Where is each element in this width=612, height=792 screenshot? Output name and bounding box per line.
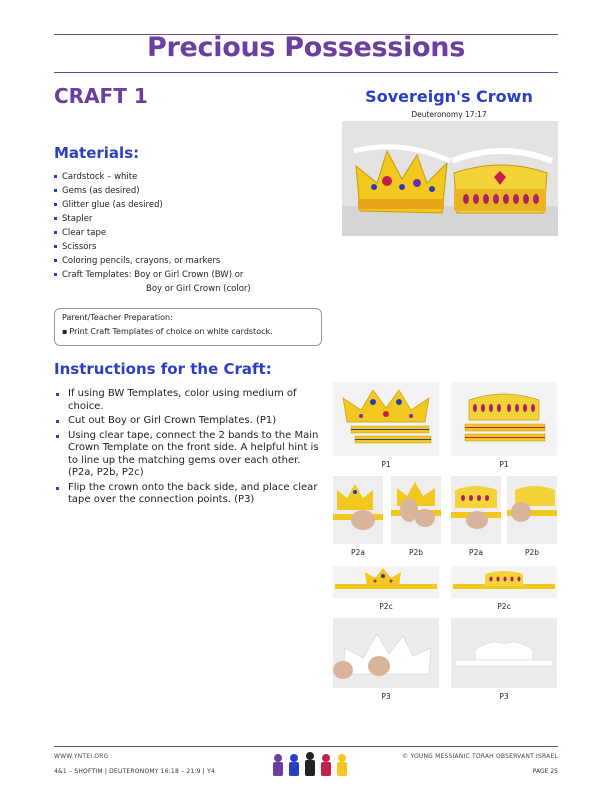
list-item: Stapler <box>54 212 251 226</box>
footer-logo <box>270 748 350 780</box>
step-photo-p2a-girl <box>451 476 501 544</box>
list-item: Clear tape <box>54 226 251 240</box>
list-item: Gems (as desired) <box>54 184 251 198</box>
materials-list <box>54 170 251 296</box>
instructions-heading: Instructions for the Craft: <box>54 360 272 378</box>
footer-page-number: PAGE 25 <box>532 768 558 775</box>
list-item: Craft Templates: Boy or Girl Crown (BW) or <box>54 268 251 282</box>
caption-p1: P1 <box>499 460 509 469</box>
list-item: Boy or Girl Crown (color) <box>146 284 251 294</box>
craft-heading: CRAFT 1 <box>54 84 148 108</box>
instructions-list <box>54 388 322 509</box>
footer-lesson-info: 4&1 – SHOFTIM | DEUTERONOMY 16:18 – 21:9 | Y4 <box>54 768 215 775</box>
instruction-step: Flip the crown onto the back side, and place clear tape over the connection points. (P3) <box>54 482 322 507</box>
list-item: Coloring pencils, crayons, or markers <box>54 254 251 268</box>
step-photo-p1-boy <box>333 382 439 456</box>
list-item: Glitter glue (as desired) <box>54 198 251 212</box>
materials-heading: Materials: <box>54 144 140 162</box>
caption-p2c: P2c <box>379 602 393 611</box>
step-photo-p1-girl <box>451 382 557 456</box>
list-item: Scissors <box>54 240 251 254</box>
instruction-step: If using BW Templates, color using medium of choice. <box>54 388 322 413</box>
footer-website: WWW.YNTEI.ORG <box>54 753 109 760</box>
caption-p2b: P2b <box>408 548 424 557</box>
preparation-title: Parent/Teacher Preparation: <box>62 313 173 322</box>
title-rule <box>54 72 558 73</box>
step-photo-p2c-boy <box>333 566 439 598</box>
preparation-item: ▪ Print Craft Templates of choice on white cardstock. <box>62 327 314 336</box>
footer-copyright: © YOUNG MESSIANIC TORAH OBSERVANT ISRAEL <box>402 753 558 760</box>
instruction-step: Using clear tape, connect the 2 bands to the Main Crown Template on the front side. A helpful hint is to line up the matching gems over each other. (P2a, P2b, P2c) <box>54 430 322 480</box>
caption-p1: P1 <box>381 460 391 469</box>
caption-p2b: P2b <box>524 548 540 557</box>
step-photo-p2a-boy <box>333 476 383 544</box>
hero-crowns-photo <box>342 121 558 236</box>
step-photo-p2b-girl <box>507 476 557 544</box>
list-item: Cardstock – white <box>54 170 251 184</box>
step-photo-p3-boy <box>333 618 439 688</box>
preparation-box <box>54 308 322 346</box>
instruction-step: Cut out Boy or Girl Crown Templates. (P1) <box>54 415 322 428</box>
step-photo-p2c-girl <box>451 566 557 598</box>
scripture-reference: Deuteronomy 17:17 <box>411 110 487 119</box>
step-photo-p2b-boy <box>391 476 441 544</box>
caption-p2a: P2a <box>351 548 365 557</box>
caption-p3: P3 <box>381 692 391 701</box>
page-title: Precious Possessions <box>147 32 465 63</box>
caption-p2a: P2a <box>469 548 483 557</box>
step-photo-p3-girl <box>451 618 557 688</box>
caption-p3: P3 <box>499 692 509 701</box>
caption-p2c: P2c <box>497 602 511 611</box>
craft-name: Sovereign's Crown <box>365 87 533 106</box>
footer-rule <box>54 746 558 747</box>
